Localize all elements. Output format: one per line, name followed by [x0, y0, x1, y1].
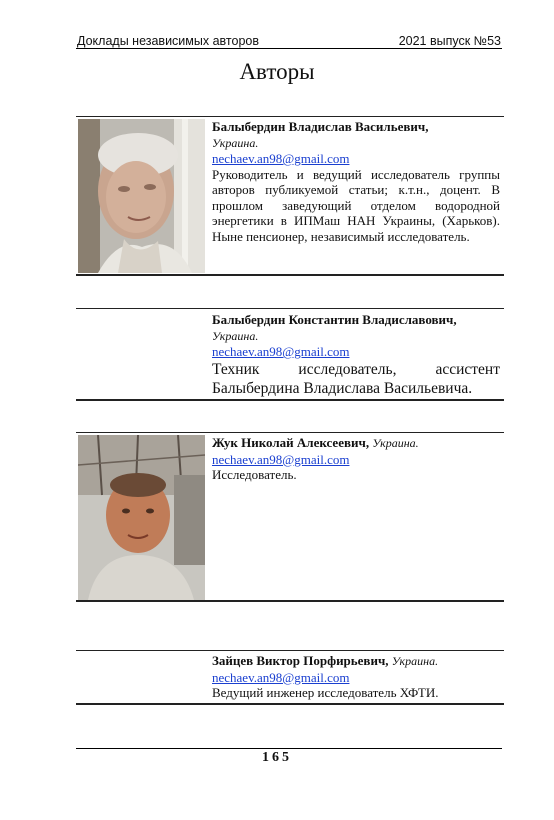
author-description: Руководитель и ведущий исследователь группы авторов публикуемой статьи; к.т.н., доцент. В прошлом заведующий отделом водородной энергетики в ИПМаш НАН Украины, (Харьков). Ныне пенсионер, независимый исследователь. — [212, 166, 500, 244]
divider — [76, 703, 504, 705]
divider — [76, 116, 504, 117]
author-info-4 — [212, 653, 500, 701]
author-info-3 — [212, 435, 500, 483]
divider — [76, 308, 504, 309]
running-header — [76, 32, 502, 49]
author-entry-4 — [76, 650, 504, 706]
author-email-link[interactable]: nechaev.an98@gmail.com — [212, 151, 350, 166]
author-entry-2 — [76, 308, 504, 404]
author-photo-1 — [78, 119, 205, 273]
author-description: Ведущий инженер исследователь ХФТИ. — [212, 685, 439, 700]
page-number: 165 — [262, 750, 292, 765]
author-name: Балыбердин Владислав Васильевич, — [212, 119, 429, 134]
footer-divider — [76, 748, 502, 749]
author-email-link[interactable]: nechaev.an98@gmail.com — [212, 669, 350, 685]
divider — [76, 650, 504, 651]
author-description: Техник исследователь, ассистент Балыбердина Владислава Васильевича. — [212, 360, 500, 397]
divider — [76, 274, 504, 276]
author-info-1 — [212, 119, 500, 244]
author-entry-3 — [76, 432, 504, 604]
divider — [76, 600, 504, 602]
author-email-link[interactable]: nechaev.an98@gmail.com — [212, 344, 350, 359]
author-entry-1 — [76, 116, 504, 278]
issue-number: 2021 выпуск №53 — [398, 34, 501, 48]
author-description: Исследователь. — [212, 467, 297, 482]
divider — [76, 399, 504, 401]
author-email-link[interactable]: nechaev.an98@gmail.com — [212, 451, 350, 467]
portrait-elderly-man — [78, 119, 205, 273]
author-country: Украина. — [212, 328, 259, 343]
author-name: Жук Николай Алексеевич, — [212, 435, 370, 450]
author-name: Зайцев Виктор Порфирьевич, — [212, 653, 389, 668]
author-country: Украина. — [212, 135, 259, 150]
author-photo-3 — [78, 435, 205, 600]
author-name: Балыбердин Константин Владиславович, — [212, 312, 457, 327]
journal-title: Доклады независимых авторов — [77, 34, 259, 48]
portrait-man — [78, 435, 205, 600]
page-title: Авторы — [239, 59, 315, 84]
author-country: Украина. — [391, 654, 439, 668]
author-info-2 — [212, 312, 500, 398]
divider — [76, 432, 504, 433]
author-country: Украина. — [372, 436, 419, 450]
